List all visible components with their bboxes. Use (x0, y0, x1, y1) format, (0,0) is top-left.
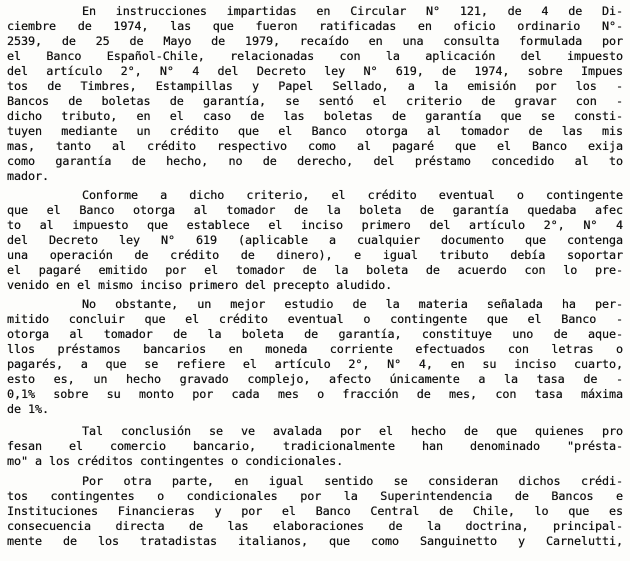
text-line: mente de los tratadistas italianos, que como Sanguinetto y Carnelutti, (7, 534, 623, 548)
text-line: esto es, un hecho gravado complejo, afecto únicamente a la tasa de - (7, 372, 623, 386)
text-line: una operación de crédito de dinero), e igual tributo debía soportar (7, 248, 623, 262)
text-line: fesan el comercio bancario, tradicionalmente han denominado "présta- (7, 439, 623, 453)
text-line: consecuencia directa de las elaboraciones de la doctrina, principal- (7, 519, 623, 533)
text-line: Bancos de boletas de garantía, se sentó el criterio de gravar con - (7, 94, 623, 108)
text-line: mo" a los créditos contingentes o condicionales. (7, 454, 344, 468)
text-line: del artículo 2°, N° 4 del Decreto ley N° 619, de 1974, sobre Impues (7, 64, 623, 78)
text-line: tos de Timbres, Estampillas y Papel Sellado, a la emisión por los - (7, 79, 623, 93)
text-line: mador. (7, 169, 50, 183)
text-line: Instituciones Financieras y por el Banco Central de Chile, lo que es (7, 504, 623, 518)
text-line: No obstante, un mejor estudio de la materia señalada ha per- (82, 297, 623, 311)
text-line: Tal conclusión se ve avalada por el hecho de que quienes pro (82, 424, 623, 438)
text-line: 2539, de 25 de Mayo de 1979, recaído en una consulta formulada por (7, 34, 623, 48)
text-line: tuyen mediante un crédito que el Banco otorga al tomador de las mis (7, 124, 623, 138)
text-line: llos préstamos bancarios en moneda corriente efectuados con letras o (7, 342, 623, 356)
text-line: ciembre de 1974, las que fueron ratificadas en oficio ordinario N°- (7, 19, 623, 33)
text-line: pagarés, a que se refiere el artículo 2°, N° 4, en su inciso cuarto, (7, 357, 623, 371)
text-line: que el Banco otorga al tomador de la boleta de garantía quedaba afec (7, 203, 623, 217)
text-line: tos contingentes o condicionales por la Superintendencia de Bancos e (7, 489, 623, 503)
text-line: el Banco Español-Chile, relacionadas con la aplicación del impuesto (7, 49, 623, 63)
text-line: de 1%. (7, 402, 50, 416)
text-line: En instrucciones impartidas en Circular N° 121, de 4 de Di- (82, 4, 623, 18)
text-line: del Decreto ley N° 619 (aplicable a cualquier documento que contenga (7, 233, 623, 247)
text-line: mitido concluir que el crédito eventual o contingente que el Banco - (7, 312, 623, 326)
text-line: to al impuesto que establece el inciso primero del artículo 2°, N° 4 (7, 218, 623, 232)
text-line: mas, tanto al crédito respectivo como al pagaré que el Banco exija (7, 139, 623, 153)
text-line: el pagaré emitido por el tomador de la boleta de acuerdo con lo pre- (7, 263, 623, 277)
text-line: 0,1% sobre su monto por cada mes o fracción de mes, con tasa máxima (7, 387, 623, 401)
text-line: Por otra parte, en igual sentido se consideran dichos crédi- (82, 474, 623, 488)
text-line: dicho tributo, en el caso de las boletas de garantía que se consti- (7, 109, 623, 123)
text-line: venido en el mismo inciso primero del precepto aludido. (7, 278, 393, 292)
text-line: como garantía de hecho, no de derecho, del préstamo concedido al to (7, 154, 623, 168)
text-line: otorga al tomador de la boleta de garantía, constituye uno de aque- (7, 327, 623, 341)
text-line: Conforme a dicho criterio, el crédito eventual o contingente (82, 188, 623, 202)
